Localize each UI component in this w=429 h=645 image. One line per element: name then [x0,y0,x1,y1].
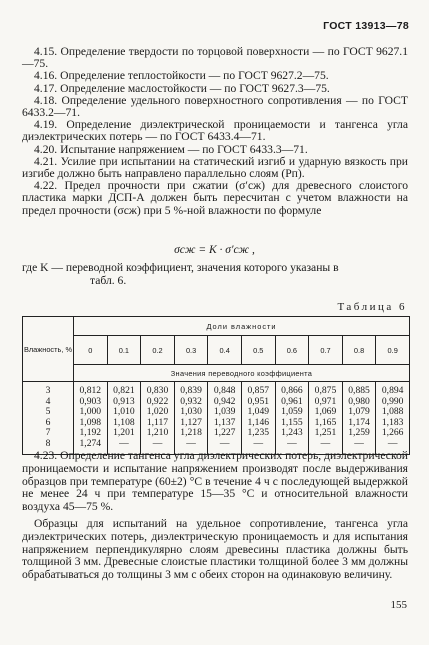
humidity-value: 8 [45,437,51,449]
table-caption: Таблица 6 [337,301,407,313]
page-header-standard: ГОСТ 13913—78 [323,20,409,32]
values-column [107,382,141,455]
coefficient-value: 1,201 [113,427,135,439]
coefficient-value: 0,980 [348,395,370,407]
coefficient-value: 0,961 [281,395,303,407]
coefficient-value: — [387,437,398,449]
coefficient-value: 0,830 [146,385,169,396]
column-header: 0.5 [241,336,275,365]
coefficient-value: 0,894 [381,385,404,396]
values-column [376,382,410,455]
coefficient-value: 1,137 [213,416,236,428]
humidity-value: 6 [45,416,51,428]
values-column [342,382,376,455]
coefficient-value: — [186,437,196,449]
coefficient-value: 1,098 [79,416,102,428]
coefficient-value: 0,942 [213,395,236,407]
column-header-row [23,336,410,365]
coefficient-value: 0,866 [281,385,303,396]
coefficient-value: — [287,437,297,449]
paragraph-4-16: 4.16. Определение теплостойкости — по ГОСТ 9627.2—75. [34,69,329,83]
coefficient-value: 0,932 [180,395,202,407]
paragraph-4-20: 4.20. Испытание напряжением — по ГОСТ 6433.3—71. [34,142,308,156]
coefficient-value: 1,192 [79,427,102,439]
coefficient-value: 0,971 [314,395,337,407]
humidity-value: 7 [45,427,51,439]
coefficient-value: 1,227 [213,427,236,439]
paragraph-4-22: 4.22. Предел прочности при сжатии (σ′сж) для древесного слоистого пластика марки ДСП-А должен быть пересчитан с учетом влажности на предел прочности (σсж) при 5 %-ной влажности по формуле [22,179,408,217]
coefficient-value: 0,922 [146,395,169,407]
coefficient-value: — [152,437,163,449]
column-header: 0.8 [342,336,376,365]
coefficient-value: 1,108 [113,416,135,428]
coefficient-value: 1,274 [79,437,102,449]
coefficient-value: 1,088 [381,406,404,418]
coefficient-value: 0,990 [381,395,404,407]
coefficient-value: 1,049 [247,406,270,418]
coefficient-value: 1,218 [180,427,202,439]
coefficient-value: 1,146 [247,416,270,428]
row-header-humidity: Влажность, % [23,317,74,382]
coefficient-value: 1,079 [348,406,370,418]
coefficient-value: 1,183 [381,416,404,428]
page-number: 155 [390,599,407,611]
coefficient-value: 0,857 [247,385,270,396]
coefficient-value: 1,010 [113,406,135,418]
column-header: 0.1 [107,336,141,365]
conversion-formula: σсж = K · σ′сж , [174,244,255,256]
coefficient-value: 1,069 [314,406,337,418]
paragraph-4-15: 4.15. Определение твердости по торцовой поверхности — по ГОСТ 9627.1—75. [22,45,408,71]
values-column [141,382,175,455]
column-header: 0 [74,336,108,365]
coefficient-value: — [253,437,264,449]
coefficient-value: 0,913 [113,395,135,407]
values-column [74,382,108,455]
values-column [275,382,309,455]
explanation-line-2: табл. 6. [90,273,127,287]
coefficient-value: 1,243 [281,427,303,439]
coefficient-value: 1,266 [381,427,404,439]
coefficient-value: 1,059 [281,406,303,418]
paragraph-4-19: 4.19. Определение диэлектрической проницаемости и тангенса угла диэлектрических потерь — по ГОСТ 6433.4—71. [22,118,408,144]
values-column [174,382,208,455]
coefficient-value: 1,235 [247,427,270,439]
humidity-value: 4 [45,395,51,407]
coefficient-value: 1,000 [79,406,102,418]
coefficient-value: 1,030 [180,406,202,418]
column-header: 0.2 [141,336,175,365]
paragraph-4-18: 4.18. Определение удельного поверхностного сопротивления — по ГОСТ 6433.2—71. [22,93,408,120]
values-column [309,382,343,455]
coefficient-value: 1,251 [314,427,337,439]
column-header: 0.7 [309,336,343,365]
formula-explanation [22,262,408,287]
coefficient-value: 0,951 [247,395,270,407]
paragraph-samples: Образцы для испытаний на удельное сопротивление, тангенса угла диэлектрических потерь, диэлектрическую проницаемость и для испытания напряжением перпендикулярно слоям древесины пластика должны быть толщиной 3 мм. Древесные слоистые пластики толщиной более 3 мм должны обрабатываться до толщины 3 мм с обеих сторон на одинаковую величину. [22,516,408,582]
sub-header-coefficients: Значения переводного коэффициента [74,365,410,382]
paragraphs-bottom [22,450,408,586]
coefficient-value: 1,165 [314,416,337,428]
coefficient-value: 0,812 [79,385,102,396]
coefficient-value: 1,155 [281,416,303,428]
column-header: 0.4 [208,336,242,365]
coefficient-value: 0,903 [79,395,102,407]
coefficient-value: 1,117 [146,416,169,428]
coefficient-value: — [119,437,129,449]
table-data-row [23,382,410,455]
conversion-coefficient-table [22,316,410,455]
values-column [208,382,242,455]
column-header: 0.6 [275,336,309,365]
humidity-value: 5 [45,406,51,418]
values-column [241,382,275,455]
coefficient-value: 1,174 [348,416,370,428]
humidity-column [23,382,74,455]
coefficient-value: — [219,437,230,449]
paragraph-4-21: 4.21. Усилие при испытании на статический изгиб и ударную вязкость при изгибе должно быть направлено параллельно слоям (Pп). [22,154,408,181]
coefficient-value: 0,839 [180,385,202,396]
coefficient-value: 1,127 [180,416,202,428]
humidity-value: 3 [45,385,51,396]
coefficient-value: 1,020 [146,406,169,418]
coefficient-value: — [320,437,331,449]
paragraphs-top [22,46,408,217]
coefficient-value: — [354,437,364,449]
paragraph-4-17: 4.17. Определение маслостойкости — по ГОСТ 9627.3—75. [34,81,330,95]
paragraph-4-23: 4.23. Определение тангенса угла диэлектрических потерь, диэлектрической проницаемости и испытание напряжением производят после выдерживания образцов при температуре (60±2) °С в течение 4 ч с последующей выдержкой не менее 24 ч при температуре 15—35 °С и относительной влажности воздуха 45—75 %. [22,449,408,514]
coefficient-value: 0,885 [348,385,370,396]
coefficient-value: 1,210 [146,427,169,439]
coefficient-value: 0,848 [213,385,236,396]
explanation-line-1: где K — переводной коэффициент, значения которого указаны в [22,261,339,274]
coefficient-value: 0,875 [314,385,337,396]
coefficient-value: 1,259 [348,427,370,439]
coefficient-value: 1,039 [213,406,236,418]
group-header-humidity-fractions: Доли влажности [74,317,410,336]
coefficient-value: 0,821 [113,385,135,396]
column-header: 0.9 [376,336,410,365]
column-header: 0.3 [174,336,208,365]
